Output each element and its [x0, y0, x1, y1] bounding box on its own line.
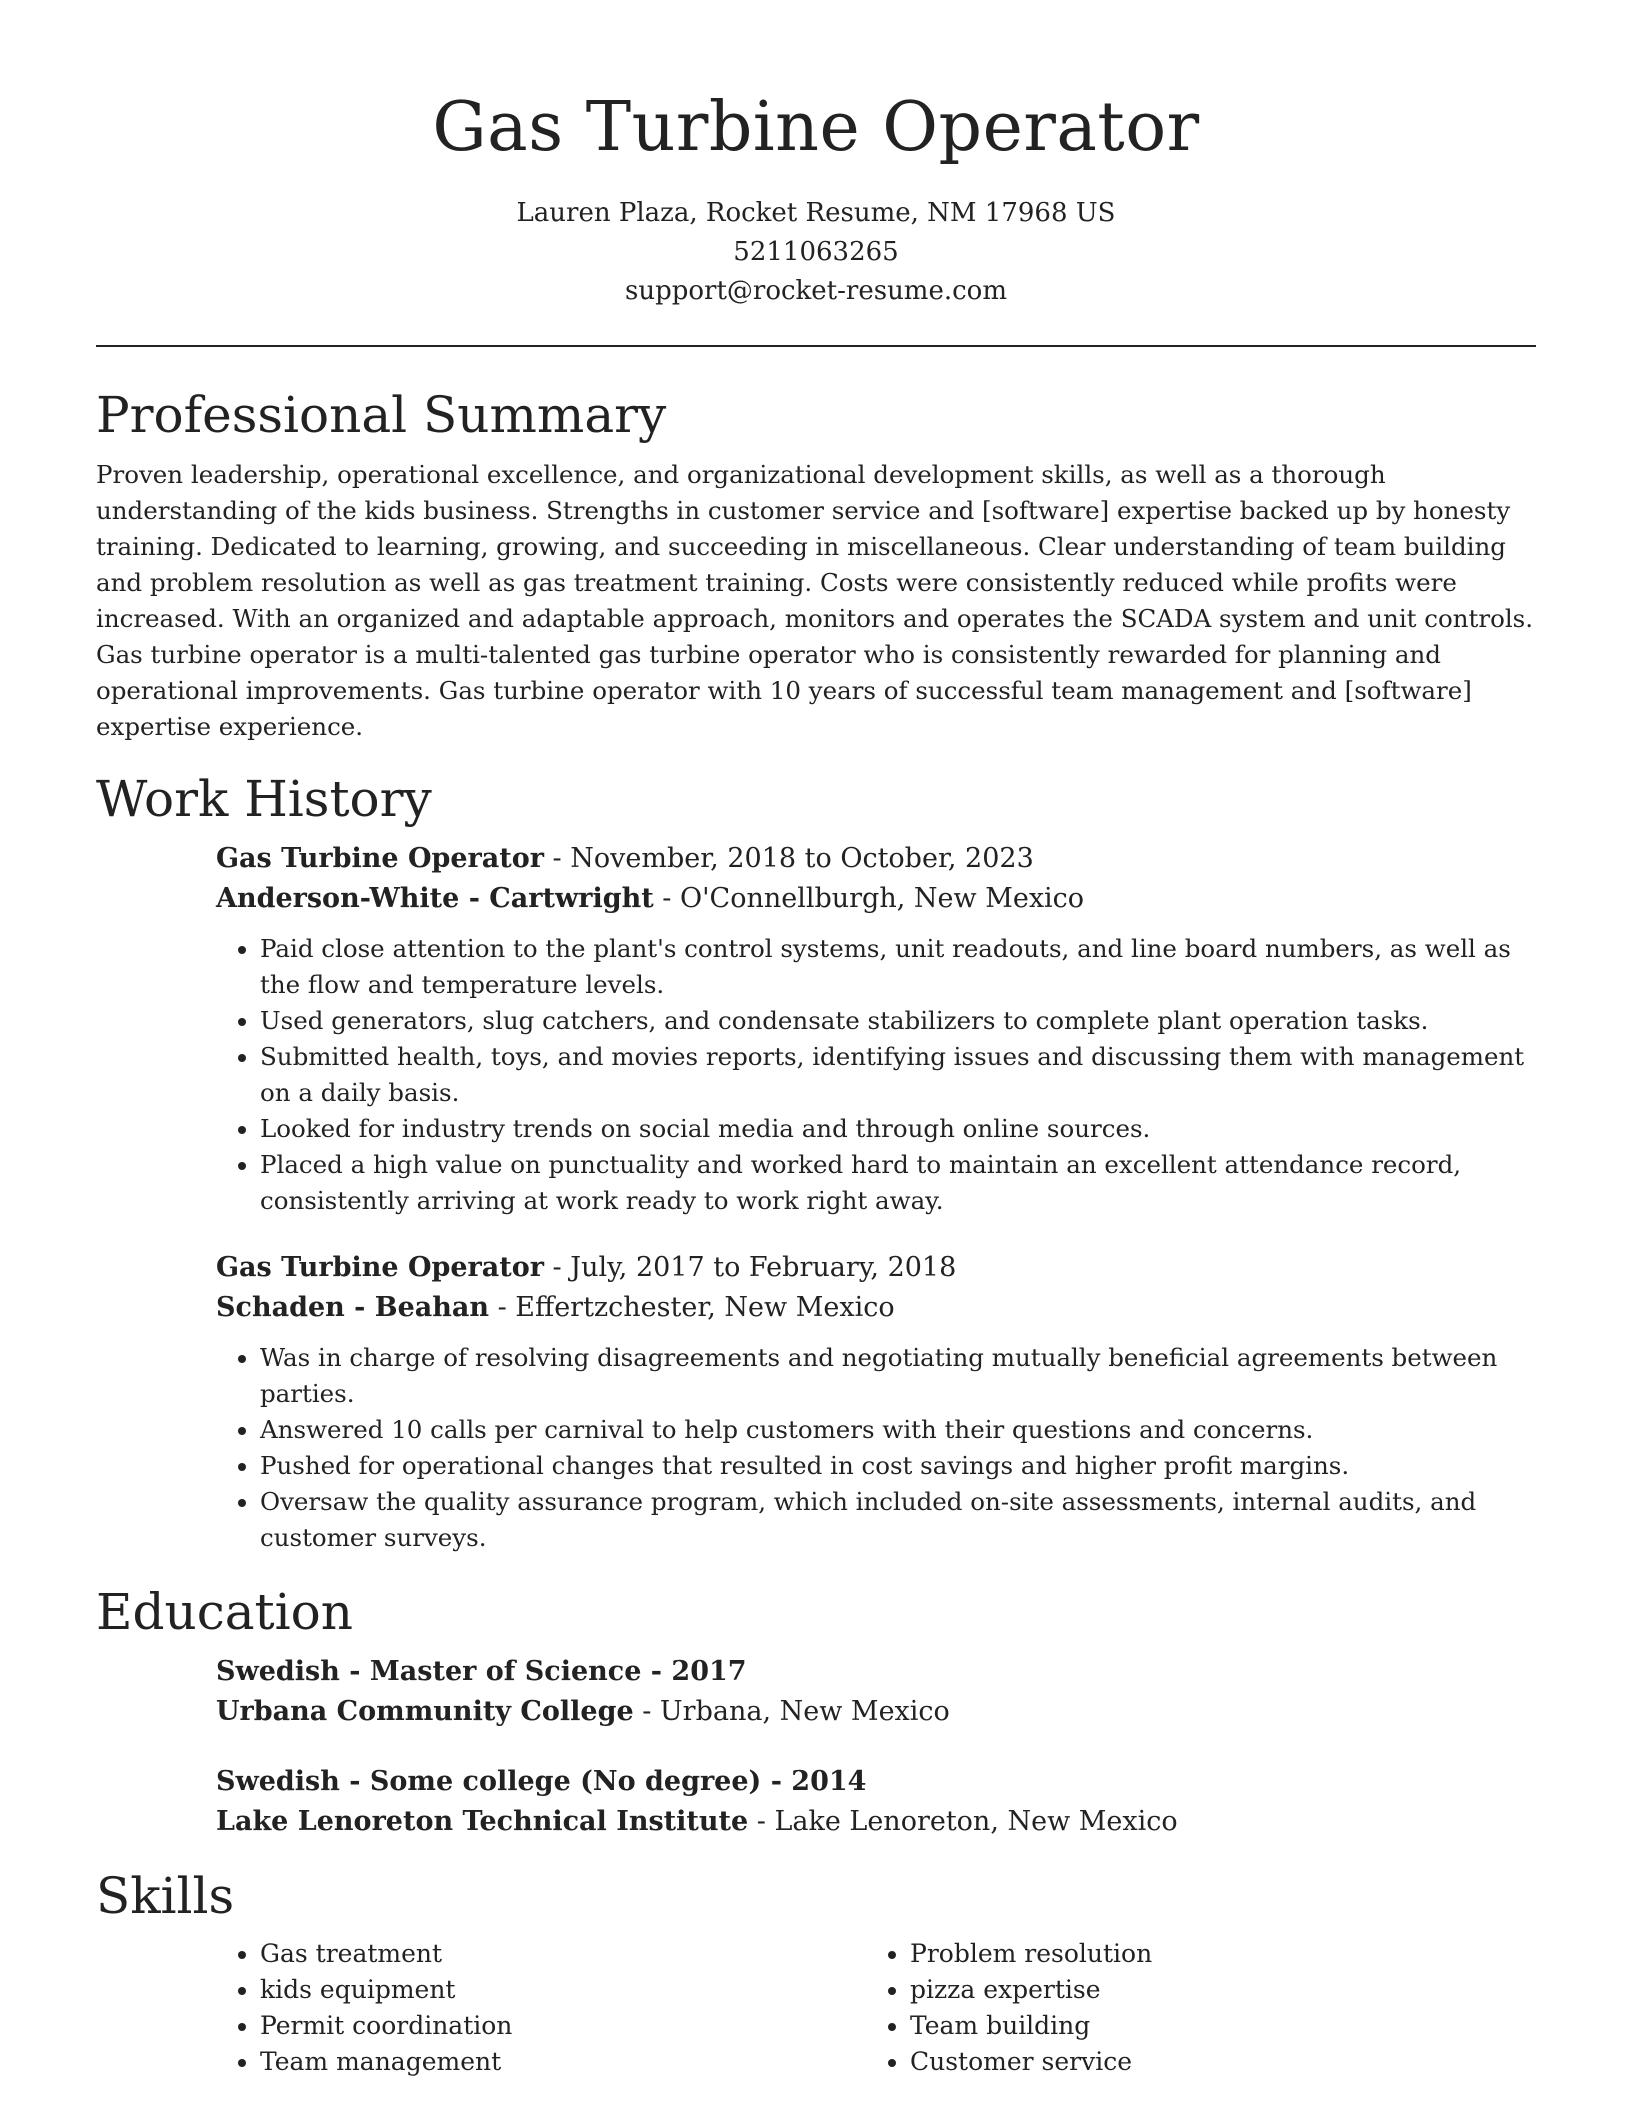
job-bullets — [216, 931, 1536, 1219]
job-company-line — [216, 879, 1536, 919]
skills-list — [866, 1936, 1516, 2080]
list-item: • Pushed for operational changes that resulted in cost savings and higher profit margins. — [260, 1448, 1536, 1484]
skills-grid — [216, 1928, 1536, 2080]
list-item: • Permit coordination — [260, 2008, 866, 2044]
education-degree: Swedish - Some college (No degree) - 2014 — [216, 1766, 867, 1797]
job-company-line — [216, 1288, 1536, 1328]
summary-section — [96, 383, 1536, 745]
job-company: Anderson-White - Cartwright — [216, 883, 654, 914]
list-item: • Paid close attention to the plant's control systems, unit readouts, and line board numbers, as well as the flow and temperature levels. — [260, 931, 1536, 1003]
list-item: • Problem resolution — [910, 1936, 1516, 1972]
job-title: Gas Turbine Operator — [216, 1252, 544, 1283]
contact-phone: 5211063265 — [733, 237, 899, 267]
education-school-line — [216, 1802, 1536, 1842]
list-item: • Team building — [910, 2008, 1516, 2044]
education-section — [96, 1580, 1536, 1842]
list-item: • Oversaw the quality assurance program, which included on-site assessments, internal audits, and customer surveys. — [260, 1484, 1536, 1556]
education-school: Lake Lenoreton Technical Institute — [216, 1806, 749, 1837]
page-title: Gas Turbine Operator — [432, 88, 1200, 167]
job-dates: - July, 2017 to February, 2018 — [543, 1252, 957, 1283]
resume-page — [96, 0, 1536, 2080]
list-item: • kids equipment — [260, 1972, 866, 2008]
summary-text: Proven leadership, operational excellence, and organizational development skills, as well as a thorough understanding of the kids business. Strengths in customer service and [software] expertise backed up by honesty training. Dedicated to learning, growing, and succeeding in miscellaneous. Clear understanding of team building and problem resolution as well as gas treatment training. Costs were consistently reduced while profits were increased. With an organized and adaptable approach, monitors and operates the SCADA system and unit controls. Gas turbine operator is a multi-talented gas turbine operator who is consistently rewarded for planning and operational improvements. Gas turbine operator with 10 years of successful team management and [software] expertise experience. — [96, 460, 1534, 741]
job-location: - O'Connellburgh, New Mexico — [653, 883, 1085, 914]
list-item: • Submitted health, toys, and movies reports, identifying issues and discussing them with management on a daily basis. — [260, 1039, 1536, 1111]
skills-section — [96, 1864, 1536, 2080]
job-company: Schaden - Beahan — [216, 1292, 490, 1323]
job-location: - Effertzchester, New Mexico — [489, 1292, 895, 1323]
section-title-education: Education — [96, 1583, 353, 1641]
header-divider — [96, 345, 1536, 347]
list-item: • Answered 10 calls per carnival to help customers with their questions and concerns. — [260, 1412, 1536, 1448]
skills-column-right — [866, 1928, 1516, 2080]
job-entry — [216, 839, 1536, 1219]
list-item: • Team management — [260, 2044, 866, 2080]
job-title-line — [216, 839, 1536, 879]
list-item: • Was in charge of resolving disagreements and negotiating mutually beneficial agreements between parties. — [260, 1340, 1536, 1412]
work-section — [96, 767, 1536, 1556]
section-title-summary: Professional Summary — [96, 386, 667, 444]
job-title-line — [216, 1248, 1536, 1288]
job-title: Gas Turbine Operator — [216, 843, 544, 874]
list-item: • Used generators, slug catchers, and condensate stabilizers to complete plant operation tasks. — [260, 1003, 1536, 1039]
list-item: • Customer service — [910, 2044, 1516, 2080]
list-item: • Looked for industry trends on social media and through online sources. — [260, 1111, 1536, 1147]
education-entry — [216, 1762, 1536, 1842]
list-item: • Gas treatment — [260, 1936, 866, 1972]
education-location: - Lake Lenoreton, New Mexico — [748, 1806, 1178, 1837]
skills-column-left — [216, 1928, 866, 2080]
education-location: - Urbana, New Mexico — [633, 1696, 950, 1727]
list-item: • Placed a high value on punctuality and worked hard to maintain an excellent attendance record, consistently arriving at work ready to work right away. — [260, 1147, 1536, 1219]
resume-header — [96, 0, 1536, 311]
education-degree: Swedish - Master of Science - 2017 — [216, 1656, 747, 1687]
job-bullets — [216, 1340, 1536, 1556]
skills-list — [216, 1936, 866, 2080]
education-school-line — [216, 1692, 1536, 1732]
contact-address: Lauren Plaza, Rocket Resume, NM 17968 US — [516, 198, 1116, 228]
education-entry — [216, 1652, 1536, 1732]
section-title-work: Work History — [96, 770, 432, 828]
list-item: • pizza expertise — [910, 1972, 1516, 2008]
job-dates: - November, 2018 to October, 2023 — [543, 843, 1034, 874]
section-title-skills: Skills — [96, 1867, 235, 1925]
education-school: Urbana Community College — [216, 1696, 634, 1727]
job-entry — [216, 1248, 1536, 1556]
contact-email: support@rocket-resume.com — [624, 276, 1007, 306]
